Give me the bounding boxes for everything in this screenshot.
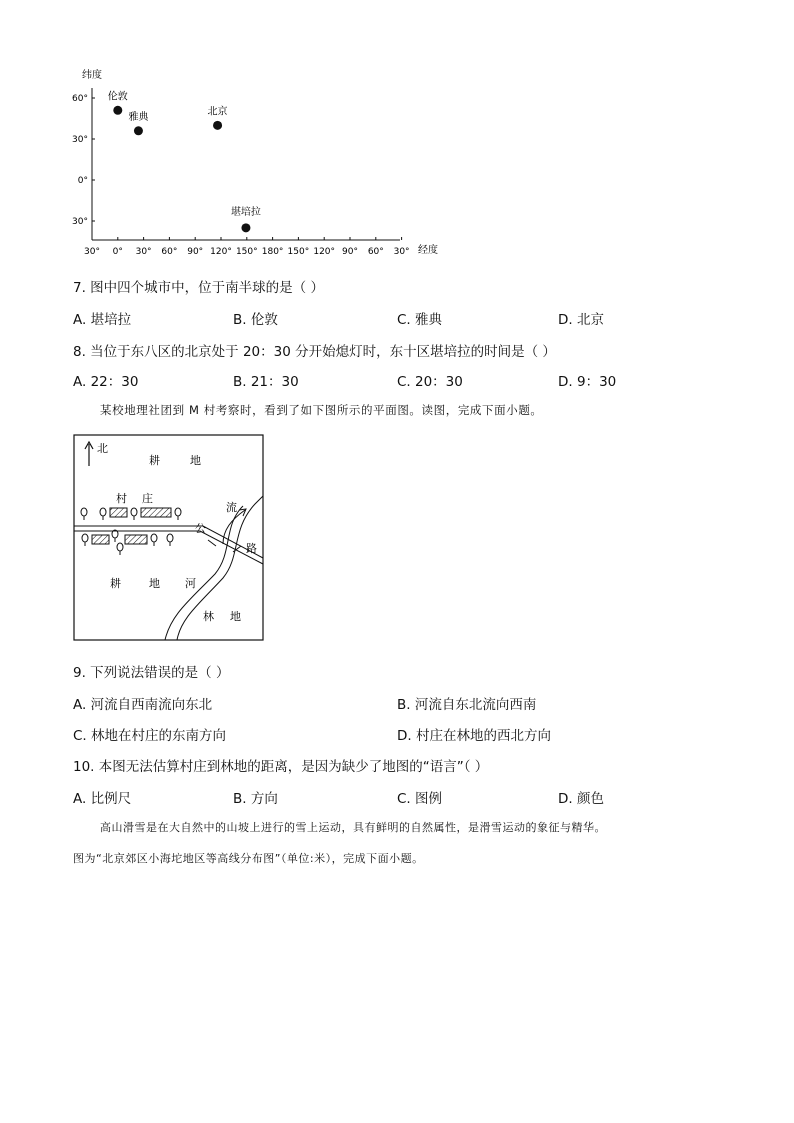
map-label-farmland-2: 地 <box>190 454 201 467</box>
map-label-forest-1: 林 <box>203 610 214 623</box>
city-label: 伦敦 <box>107 91 128 103</box>
q9-option-d: D. 村庄在林地的西北方向 <box>397 728 551 744</box>
city-label: 堪培拉 <box>230 206 261 218</box>
map-label-road-2: 路 <box>246 542 257 555</box>
y-tick-label: 30° <box>72 217 88 227</box>
map-label-river: 河 <box>185 577 196 590</box>
x-tick-label: 30° <box>84 247 100 257</box>
map-label-farmland-3: 耕 <box>110 577 121 590</box>
city-point <box>213 121 222 130</box>
map-label-road-1: 公 <box>195 522 206 535</box>
question-8-stem: 8. 当位于东八区的北京处于 20：30 分开始熄灯时，东十区堪培拉的时间是（ ） <box>73 344 556 360</box>
ski-intro-line-1: 高山滑雪是在大自然中的山坡上进行的雪上运动，具有鲜明的自然属性，是滑雪运动的象征与精华。 <box>100 821 606 834</box>
q10-option-d: D. 颜色 <box>558 791 604 807</box>
map-label-farmland-1: 耕 <box>149 454 160 467</box>
building <box>141 508 171 517</box>
map-label-village-2: 庄 <box>142 492 153 505</box>
question-9-stem: 9. 下列说法错误的是（ ） <box>73 665 230 681</box>
q7-option-b: B. 伦敦 <box>233 312 278 328</box>
q8-option-b: B. 21：30 <box>233 374 299 390</box>
x-tick-label: 30° <box>135 247 152 257</box>
q8-option-d: D. 9：30 <box>558 374 617 390</box>
city-point <box>241 223 250 232</box>
x-tick-label: 150° <box>235 247 258 257</box>
y-axis-label: 纬度 <box>82 70 102 81</box>
x-tick-label: 30° <box>393 247 410 257</box>
y-tick-label: 60° <box>72 94 88 104</box>
village-plan-map <box>73 434 265 642</box>
question-10-stem: 10. 本图无法估算村庄到林地的距离，是因为缺少了地图的“语言”（ ） <box>73 759 489 775</box>
x-tick-label: 0° <box>112 247 123 257</box>
north-label: 北 <box>97 442 108 455</box>
map-label-flow: 流 <box>226 501 237 514</box>
building <box>125 535 147 544</box>
q9-option-c: C. 林地在村庄的东南方向 <box>73 728 227 744</box>
map-label-farmland-4: 地 <box>149 577 160 590</box>
q7-option-a: A. 堪培拉 <box>73 312 132 328</box>
x-tick-label: 120° <box>210 247 232 257</box>
x-axis-label: 经度 <box>418 245 438 256</box>
x-tick-label: 90° <box>187 247 204 257</box>
city-point <box>134 126 143 135</box>
q8-option-c: C. 20：30 <box>397 374 463 390</box>
building <box>92 535 109 544</box>
x-tick-label: 60° <box>367 247 384 257</box>
q9-option-a: A. 河流自西南流向东北 <box>73 697 213 713</box>
city-point <box>113 106 122 115</box>
x-tick-label: 180° <box>261 247 284 257</box>
city-label: 北京 <box>207 106 228 118</box>
building <box>110 508 127 517</box>
q10-option-b: B. 方向 <box>233 791 278 807</box>
x-tick-label: 90° <box>342 247 358 257</box>
ski-intro-line-2: 图为“北京郊区小海坨地区等高线分布图”（单位:米），完成下面小题。 <box>73 852 424 865</box>
map-label-forest-2: 地 <box>230 610 241 623</box>
y-tick-label: 30° <box>72 135 88 145</box>
q10-option-a: A. 比例尺 <box>73 791 132 807</box>
y-tick-label: 0° <box>77 176 88 186</box>
x-tick-label: 60° <box>161 247 178 257</box>
x-tick-label: 150° <box>287 247 310 257</box>
q10-option-c: C. 图例 <box>397 791 443 807</box>
x-tick-label: 120° <box>313 247 336 257</box>
city-latlon-chart <box>0 60 460 265</box>
q8-option-a: A. 22：30 <box>73 374 139 390</box>
map-label-village-1: 村 <box>116 492 127 505</box>
q9-option-b: B. 河流自东北流向西南 <box>397 697 537 713</box>
city-label: 雅典 <box>128 111 149 123</box>
question-7-stem: 7. 图中四个城市中，位于南半球的是（ ） <box>73 280 324 296</box>
q7-option-d: D. 北京 <box>558 312 604 328</box>
village-intro: 某校地理社团到 M 村考察时，看到了如下图所示的平面图。读图，完成下面小题。 <box>100 403 543 417</box>
q7-option-c: C. 雅典 <box>397 312 443 328</box>
